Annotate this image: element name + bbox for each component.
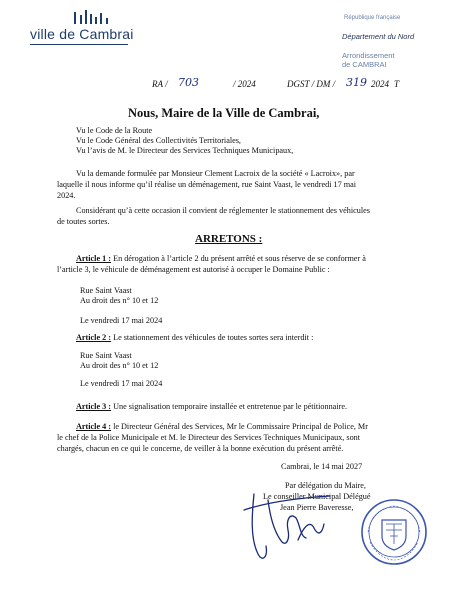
arrondissement-line2: de CAMBRAI	[342, 60, 387, 69]
article-2-label: Article 2 :	[76, 333, 112, 342]
document-title: Nous, Maire de la Ville de Cambrai,	[128, 106, 320, 120]
service-number: 319	[346, 76, 367, 89]
article-4-label: Article 4 :	[76, 422, 112, 431]
article-1-numbers: Au droit des n° 10 et 12	[80, 296, 159, 305]
signature-delegation: Par délégation du Maire,	[285, 481, 366, 490]
article-2-numbers: Au droit des n° 10 et 12	[80, 361, 159, 370]
article-1-label: Article 1 :	[76, 254, 112, 263]
arretons-heading: ARRETONS :	[195, 233, 263, 245]
official-stamp	[360, 498, 428, 566]
article-1-date: Le vendredi 17 mai 2024	[80, 316, 163, 325]
demande-line: Vu la demande formulée par Monsieur Clement Lacroix de la société « Lacroix», par	[76, 169, 355, 178]
ra-number: 703	[178, 76, 199, 89]
vu-line: Vu le Code Général des Collectivités Territoriales,	[76, 136, 241, 145]
departement-label: Département du Nord	[342, 32, 415, 41]
article-2-text: Le stationnement des véhicules de toutes sortes sera interdit :	[111, 333, 314, 342]
article-1-line2: l’article 3, le véhicule de déménagement est autorisé à occuper le Domaine Public :	[57, 265, 330, 274]
handwritten-signature	[238, 480, 348, 570]
article-3-line	[76, 402, 347, 412]
article-4-line1	[76, 422, 368, 432]
signature-role: Le conseiller Municipal Délégué	[263, 492, 371, 501]
article-2-date: Le vendredi 17 mai 2024	[80, 379, 163, 388]
article-3-label: Article 3 :	[76, 402, 112, 411]
article-4-line3: chargés, chacun en ce qui le concerne, de veiller à la bonne exécution du présent arrêté.	[57, 444, 344, 453]
demande-line: 2024.	[57, 191, 76, 200]
article-1-text: En dérogation à l’article 2 du présent arrêté et sous réserve de se conformer à	[111, 254, 366, 263]
arrondissement-line1: Arrondissement	[342, 51, 395, 60]
considerant-line: de toutes sortes.	[57, 217, 110, 226]
vu-line: Vu l’avis de M. le Directeur des Services Techniques Municipaux,	[76, 146, 294, 155]
article-1-street: Rue Saint Vaast	[80, 286, 132, 295]
city-logo-text: ville de Cambrai	[30, 26, 134, 42]
article-3-text: Une signalisation temporaire installée et entretenue par le pétitionnaire.	[111, 402, 347, 411]
article-1-line1	[76, 254, 366, 264]
ra-label: RA /	[152, 79, 168, 89]
article-2-line	[76, 333, 313, 343]
signature-place-date: Cambrai, le 14 mai 2027	[281, 462, 363, 471]
year-segment: / 2024	[233, 79, 256, 89]
republique-label: République française	[344, 15, 401, 21]
signature-name: Jean Pierre Baveresse,	[280, 503, 354, 512]
article-4-line2: le chef de la Police Municipale et M. le Directeur des Services Techniques Municipaux, sont	[57, 433, 361, 442]
city-logo	[30, 10, 140, 50]
reference-suffix: T	[394, 79, 400, 89]
city-seal-icon	[360, 498, 428, 566]
vu-line: Vu le Code de la Route	[76, 126, 153, 135]
logo-underline	[30, 44, 128, 45]
service-label: DGST / DM /	[287, 79, 336, 89]
demande-line: laquelle il nous informe qu’il réalise un déménagement, rue Saint Vaast, le vendredi 17 mai	[57, 180, 357, 189]
considerant-line: Considérant qu’à cette occasion il convient de réglementer le stationnement des véhicules	[76, 206, 370, 215]
article-4-text: le Directeur Général des Services, Mr le Commissaire Principal de Police, Mr	[111, 422, 368, 431]
article-2-street: Rue Saint Vaast	[80, 351, 132, 360]
reference-year: 2024	[371, 79, 389, 89]
